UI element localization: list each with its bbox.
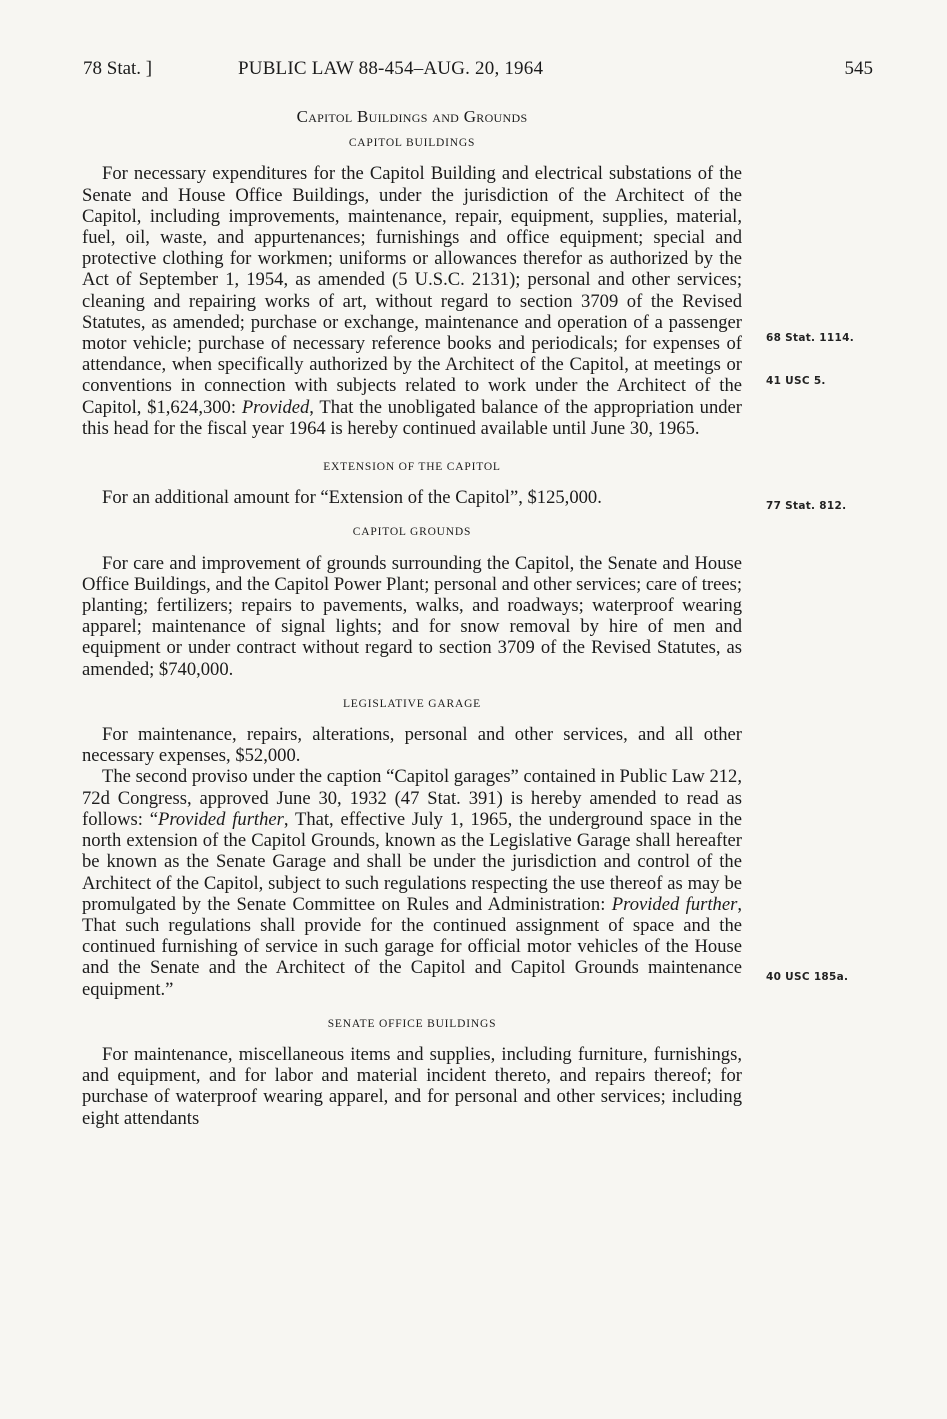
text-segment: , That the unobligated balance of the appropriation under this head for the fiscal year 1964 is hereby continued available until June 30, 1965. (82, 396, 742, 439)
statute-volume: 78 Stat. ] (83, 58, 153, 79)
heading-legislative-garage: LEGISLATIVE GARAGE (342, 697, 481, 710)
margin-note-68-stat: 68 Stat. 1114. (766, 332, 855, 344)
margin-note-77-stat: 77 Stat. 812. (766, 500, 847, 512)
margin-note-40-usc: 40 USC 185a. (766, 971, 849, 983)
heading-capitol-grounds: CAPITOL GROUNDS (352, 526, 472, 539)
running-title: PUBLIC LAW 88-454–AUG. 20, 1964 (238, 58, 544, 79)
provided-further-italic: Provided further (611, 893, 738, 915)
text-segment: The second proviso under the caption “Capitol garages” contained in Public Law 212, 72d Congress, approved June 30, 1932 (47 Stat. 391) is hereby amended to read as follows: “ (82, 766, 742, 830)
provided-italic: Provided (241, 396, 310, 418)
document-body (82, 106, 742, 1129)
page-header (83, 58, 873, 88)
margin-note-41-usc: 41 USC 5. (766, 375, 826, 387)
page-number: 545 (844, 58, 873, 79)
paragraph-legislative-garage-2 (82, 766, 742, 999)
text-segment: , That, effective July 1, 1965, the underground space in the north extension of the Capitol Grounds, known as the Legislative Garage shall hereafter be known as the Senate Garage and shall be under the jurisdiction and control of the Architect of the Capitol, subject to such regulations respecting the use thereof as may be promulgated by the Senate Committee on Rules and Administration: (82, 808, 742, 915)
text-segment: , That such regulations shall provide for the continued assignment of space and the continued furnishing of service in such garage for official motor vehicles of the House and the Senate and the Architect of the Capitol and Capitol Grounds maintenance equipment.” (82, 893, 742, 1000)
provided-further-italic: Provided further (157, 808, 284, 830)
text-segment: For necessary expenditures for the Capitol Building and electrical substations of the Senate and House Office Buildings, under the jurisdiction of the Architect of the Capitol, including improvements, maintenance, repair, equipment, supplies, material, fuel, oil, waste, and appurtenances; furnishings and office equipment; special and protective clothing for workmen; uniforms or allowances therefor as authorized by the Act of September 1, 1954, as amended (5 U.S.C. 2131); personal and other services; cleaning and repairing works of art, without regard to section 3709 of the Revised Statutes, as amended; purchase or exchange, maintenance and operation of a passenger motor vehicle; purchase of necessary reference books and periodicals; for expenses of attendance, when specifically authorized by the Architect of the Capitol, at meetings or conventions in connection with subjects related to work under the Architect of the Capitol, $1,624,300: (82, 163, 742, 418)
paragraph-capitol-buildings (82, 163, 742, 439)
paragraph-legislative-garage-1: For maintenance, repairs, alterations, personal and other services, and all other necessary expenses, $52,000. (82, 724, 742, 767)
heading-capitol-buildings: CAPITOL BUILDINGS (348, 137, 476, 150)
paragraph-capitol-grounds: For care and improvement of grounds surrounding the Capitol, the Senate and House Office Buildings, and the Capitol Power Plant; personal and other services; care of trees; planting; fertilizers; repairs to pavements, walks, and roadways; waterproof wearing apparel; maintenance of signal lights; and for snow removal by hire of men and equipment or under contract without regard to section 3709 of the Revised Statutes, as amended; $740,000. (82, 552, 742, 680)
section-title: Capitol Buildings and Grounds (296, 107, 528, 126)
paragraph-extension: For an additional amount for “Extension of the Capitol”, $125,000. (102, 487, 602, 509)
heading-senate-office-buildings: SENATE OFFICE BUILDINGS (327, 1017, 497, 1030)
paragraph-senate-office-buildings: For maintenance, miscellaneous items and supplies, including furniture, furnishings, and equipment, and for labor and material incident thereto, and repairs thereof; for purchase of waterproof wearing apparel, and for personal and other services; including eight attendants (82, 1043, 742, 1129)
heading-extension: EXTENSION OF THE CAPITOL (323, 461, 501, 474)
